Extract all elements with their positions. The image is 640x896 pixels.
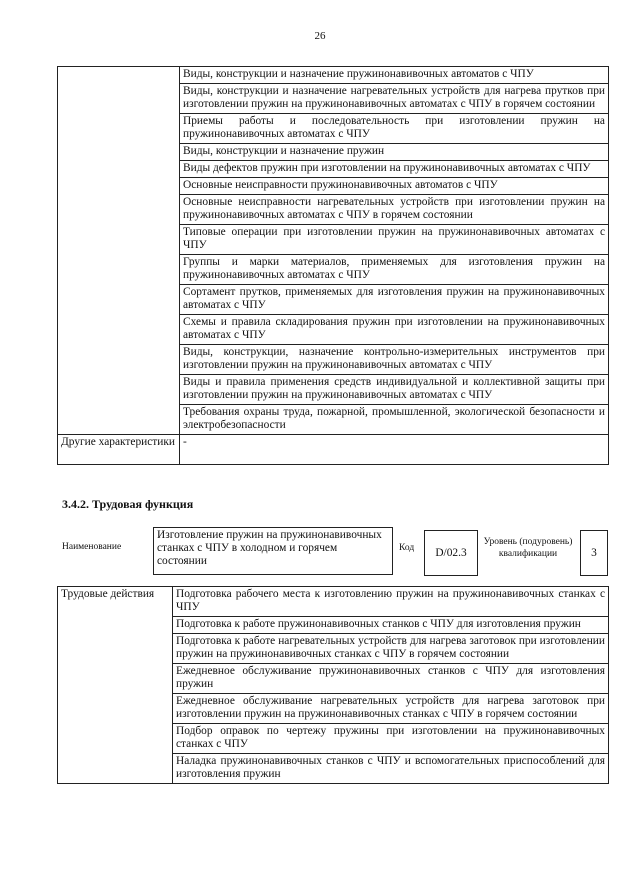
name-label: Наименование bbox=[62, 542, 122, 552]
labor-action-item: Подготовка рабочего места к изготовлению пружин на пружинонавивочных станках с ЧПУ bbox=[173, 587, 609, 617]
code-value: D/02.3 bbox=[435, 546, 467, 559]
knowledge-label-cell bbox=[58, 67, 180, 435]
knowledge-item: Виды дефектов пружин при изготовлении на пружинонавивочных автоматах с ЧПУ bbox=[180, 161, 609, 178]
knowledge-item: Основные неисправности пружинонавивочных автоматов с ЧПУ bbox=[180, 178, 609, 195]
table-row bbox=[58, 67, 609, 84]
labor-action-item: Подготовка к работе нагревательных устройств для нагрева заготовок при изготовлении пружин на пружинонавивочных станках с ЧПУ в горячем состоянии bbox=[173, 634, 609, 664]
knowledge-item: Приемы работы и последовательность при изготовлении пружин на пружинонавивочных автоматах с ЧПУ bbox=[180, 114, 609, 144]
level-label: Уровень (подуровень) квалификации bbox=[483, 537, 573, 559]
knowledge-item: Типовые операции при изготовлении пружин на пружинонавивочных автоматах с ЧПУ bbox=[180, 225, 609, 255]
level-box bbox=[580, 530, 608, 576]
knowledge-table bbox=[57, 66, 609, 465]
knowledge-item: Схемы и правила складирования пружин при изготовлении на пружинонавивочных автоматах с ЧПУ bbox=[180, 315, 609, 345]
labor-action-item: Ежедневное обслуживание пружинонавивочных станков с ЧПУ для изготовления пружин bbox=[173, 664, 609, 694]
table-row bbox=[58, 435, 609, 465]
other-characteristics-value: - bbox=[180, 435, 609, 465]
code-box bbox=[424, 530, 478, 576]
level-value: 3 bbox=[591, 546, 597, 559]
labor-action-item: Подбор оправок по чертежу пружины при изготовлении на пружинонавивочных станках с ЧПУ bbox=[173, 724, 609, 754]
table-row bbox=[58, 587, 609, 617]
function-name-box: Изготовление пружин на пружинонавивочных станках с ЧПУ в холодном и горячем состоянии bbox=[153, 527, 393, 575]
knowledge-item: Виды, конструкции и назначение пружинонавивочных автоматов с ЧПУ bbox=[180, 67, 609, 84]
labor-action-item: Наладка пружинонавивочных станков с ЧПУ и вспомогательных приспособлений для изготовления пружин bbox=[173, 754, 609, 784]
labor-action-item: Ежедневное обслуживание нагревательных устройств для нагрева заготовок при изготовлении пружин на пружинонавивочных станках с ЧПУ в горячем состоянии bbox=[173, 694, 609, 724]
labor-actions-label: Трудовые действия bbox=[58, 587, 173, 784]
knowledge-item: Группы и марки материалов, применяемых для изготовления пружин на пружинонавивочных автоматах с ЧПУ bbox=[180, 255, 609, 285]
knowledge-item: Основные неисправности нагревательных устройств при изготовлении пружин на пружинонавивочных автоматах с ЧПУ в горячем состоянии bbox=[180, 195, 609, 225]
code-label: Код bbox=[399, 543, 415, 553]
knowledge-item: Требования охраны труда, пожарной, промышленной, экологической безопасности и электробезопасности bbox=[180, 405, 609, 435]
knowledge-item: Виды, конструкции, назначение контрольно-измерительных инструментов при изготовлении пружин на пружинонавивочных автоматах с ЧПУ bbox=[180, 345, 609, 375]
knowledge-item: Сортамент прутков, применяемых для изготовления пружин на пружинонавивочных автоматах с ЧПУ bbox=[180, 285, 609, 315]
labor-actions-table bbox=[57, 586, 609, 784]
other-characteristics-label: Другие характеристики bbox=[58, 435, 180, 465]
knowledge-item: Виды, конструкции и назначение нагревательных устройств для нагрева прутков при изготовлении пружин на пружинонавивочных автоматах с ЧПУ в горячем состоянии bbox=[180, 84, 609, 114]
knowledge-item: Виды и правила применения средств индивидуальной и коллективной защиты при изготовлении пружин на пружинонавивочных автоматах с ЧПУ bbox=[180, 375, 609, 405]
knowledge-item: Виды, конструкции и назначение пружин bbox=[180, 144, 609, 161]
section-heading: 3.4.2. Трудовая функция bbox=[62, 497, 194, 511]
labor-action-item: Подготовка к работе пружинонавивочных станков с ЧПУ для изготовления пружин bbox=[173, 617, 609, 634]
page-number: 26 bbox=[314, 30, 326, 42]
